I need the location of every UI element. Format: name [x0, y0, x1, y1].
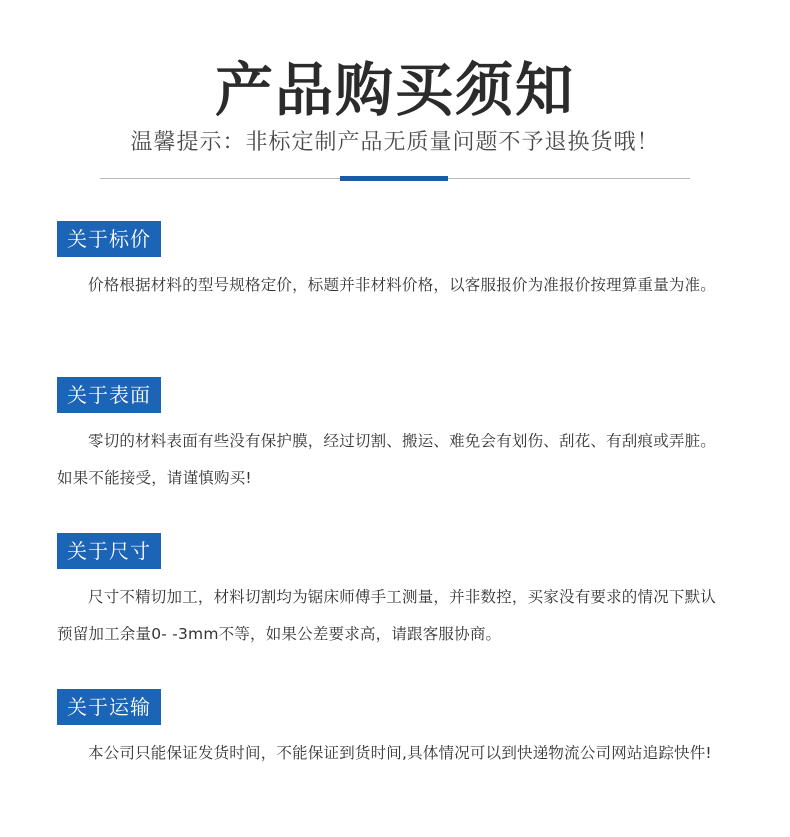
section-text-size: 尺寸不精切加工，材料切割均为锯床师傅手工测量，并非数控，买家没有要求的情况下默认预留加工余量0- -3mm不等，如果公差要求高，请跟客服协商。	[57, 588, 717, 643]
section-text-surface: 零切的材料表面有些没有保护膜，经过切割、搬运、难免会有划伤、刮花、有刮痕或弄脏。如果不能接受，请谨慎购买!	[57, 432, 717, 487]
page-title: 产品购买须知	[214, 56, 575, 124]
section-pricing	[57, 221, 737, 304]
section-surface	[57, 377, 737, 497]
section-label-pricing: 关于标价	[57, 221, 161, 257]
header-divider-accent	[340, 176, 448, 181]
section-text-pricing: 价格根据材料的型号规格定价，标题并非材料价格，以客服报价为准报价按理算重量为准。	[88, 276, 717, 294]
page-subtitle: 温馨提示：非标定制产品无质量问题不予退换货哦！	[130, 130, 660, 155]
section-label-shipping: 关于运输	[57, 689, 161, 725]
section-label-size: 关于尺寸	[57, 533, 161, 569]
section-shipping	[57, 689, 737, 772]
section-label-surface: 关于表面	[57, 377, 161, 413]
section-size	[57, 533, 737, 653]
section-text-shipping: 本公司只能保证发货时间，不能保证到货时间,具体情况可以到快递物流公司网站追踪快件!	[88, 744, 712, 762]
